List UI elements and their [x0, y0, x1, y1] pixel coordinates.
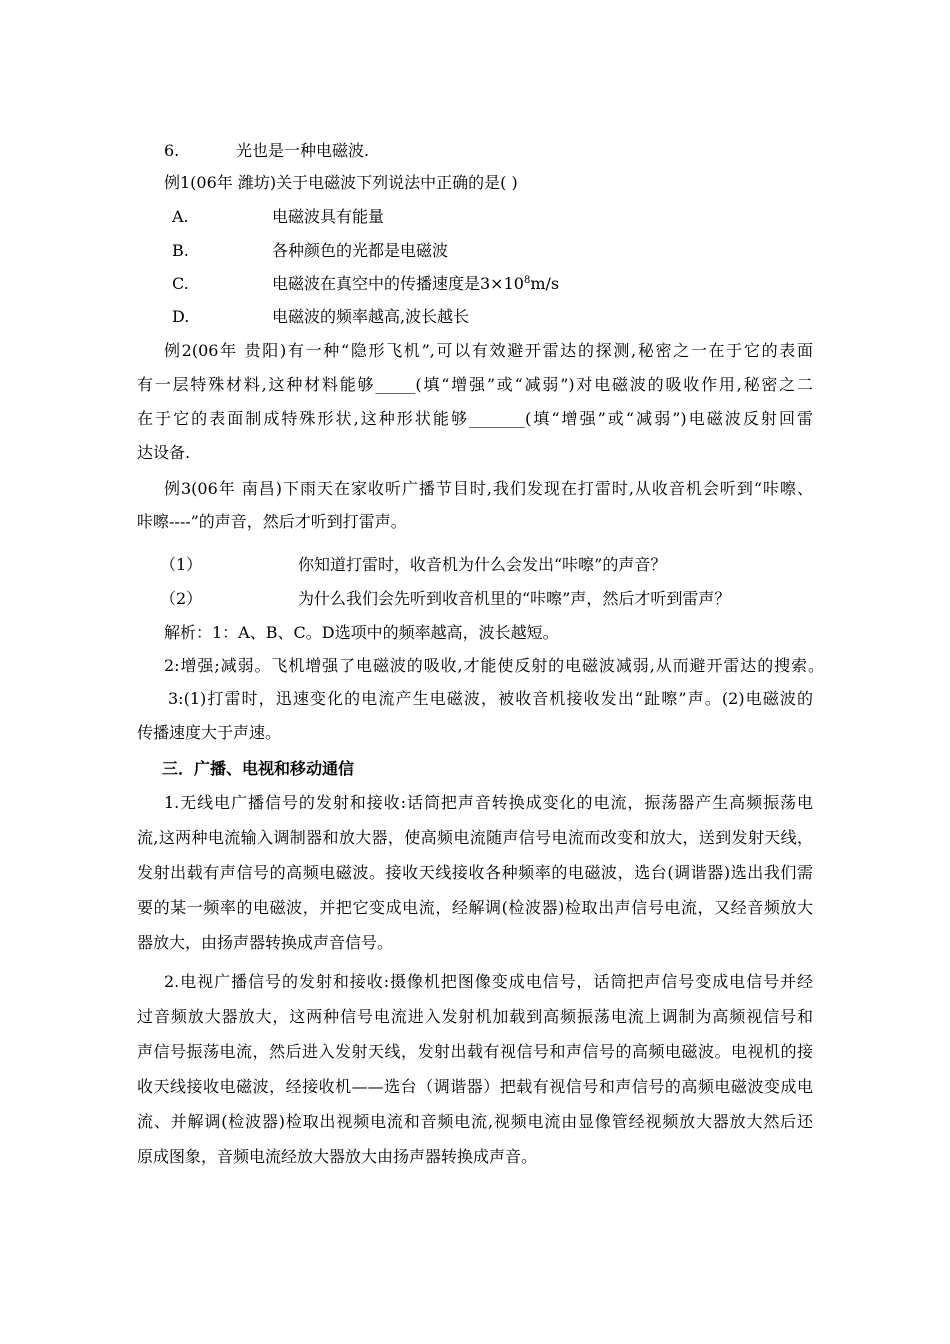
- paragraph-line: 1.无线电广播信号的发射和接收:话筒把声音转换成变化的电流，振荡器产生高频振荡电: [164, 793, 813, 812]
- paragraph-line: 原成图象，音频电流经放大器放大由扬声器转换成声音。: [137, 1147, 538, 1166]
- option-letter: D.: [172, 307, 190, 326]
- item-text: 光也是一种电磁波.: [236, 141, 370, 160]
- question-number: （2）: [160, 589, 203, 608]
- paragraph-line: 要的某一频率的电磁波，并把它变成电流，经解调(检波器)检取出声信号电流，又经音频放大: [137, 898, 813, 917]
- option-letter: C.: [172, 274, 189, 293]
- example-2-line: 达设备.: [137, 443, 191, 462]
- example-3-line: 例3(06年 南昌)下雨天在家收听广播节目时,我们发现在打雷时,从收音机会听到“咔嚓、: [164, 479, 813, 498]
- paragraph-line: 流、并解调(检波器)检取出视频电流和音频电流,视频电流由显像管经视频放大器放大然后还: [137, 1112, 813, 1131]
- list-number: 6.: [164, 141, 180, 160]
- option-text: 电磁波具有能量: [272, 207, 385, 226]
- example-2-line: 有一层特殊材料,这种材料能够_____(填“增强”或“减弱”)对电磁波的吸收作用,秘密之二: [137, 375, 813, 394]
- option-letter: A.: [172, 207, 189, 226]
- paragraph-line: 流,这两种电流输入调制器和放大器，使高频电流随声信号电流而改变和放大，送到发射天线，: [137, 828, 813, 847]
- example-2-line: 例2(06年 贵阳)有一种“隐形飞机”,可以有效避开雷达的探测,秘密之一在于它的表面: [164, 341, 813, 360]
- option-letter: B.: [172, 241, 189, 260]
- option-text: 电磁波的频率越高,波长越长: [272, 307, 470, 326]
- example-3-line: 咔嚓----”的声音，然后才听到打雷声。: [137, 512, 407, 531]
- example-2-line: 在于它的表面制成特殊形状,这种形状能够_______(填“增强”或“减弱”)电磁波反射回雷: [137, 409, 813, 428]
- paragraph-line: 收天线接收电磁波，经接收机——选台（调谐器）把载有视信号和声信号的高频电磁波变成电: [137, 1077, 813, 1096]
- option-text: 各种颜色的光都是电磁波: [272, 241, 449, 260]
- section-heading: 三．广播、电视和移动通信: [162, 759, 355, 778]
- question-number: （1）: [160, 555, 203, 574]
- example-1-stem: 例1(06年 潍坊)关于电磁波下列说法中正确的是( ): [164, 173, 518, 192]
- paragraph-line: 声信号振荡电流，然后进入发射天线，发射出载有视信号和声信号的高频电磁波。电视机的接: [137, 1042, 813, 1061]
- question-text: 为什么我们会先听到收音机里的“咔嚓”声，然后才听到雷声？: [298, 589, 731, 608]
- question-text: 你知道打雷时，收音机为什么会发出“咔嚓”的声音？: [298, 555, 667, 574]
- paragraph-line: 2.电视广播信号的发射和接收:摄像机把图像变成电信号，话筒把声信号变成电信号并经: [164, 972, 813, 991]
- analysis-line: 3:(1)打雷时，迅速变化的电流产生电磁波，被收音机接收发出“趾嚓”声。(2)电磁波的: [168, 689, 813, 708]
- paragraph-line: 器放大，由扬声器转换成声音信号。: [137, 933, 394, 952]
- analysis-line: 解析：1：A、B、C。D选项中的频率越高，波长越短。: [164, 623, 559, 642]
- analysis-line: 2:增强;减弱。飞机增强了电磁波的吸收,才能使反射的电磁波减弱,从而避开雷达的搜索。: [164, 656, 824, 675]
- option-text: 电磁波在真空中的传播速度是$3\times 10^8m/s$: [272, 274, 560, 293]
- analysis-line: 传播速度大于声速。: [137, 723, 282, 742]
- paragraph-line: 发射出载有声信号的高频电磁波。接收天线接收各种频率的电磁波，选台(调谐器)选出我们需: [137, 863, 813, 882]
- paragraph-line: 过音频放大器放大，这两种信号电流进入发射机加载到高频振荡电流上调制为高频视信号和: [137, 1007, 813, 1026]
